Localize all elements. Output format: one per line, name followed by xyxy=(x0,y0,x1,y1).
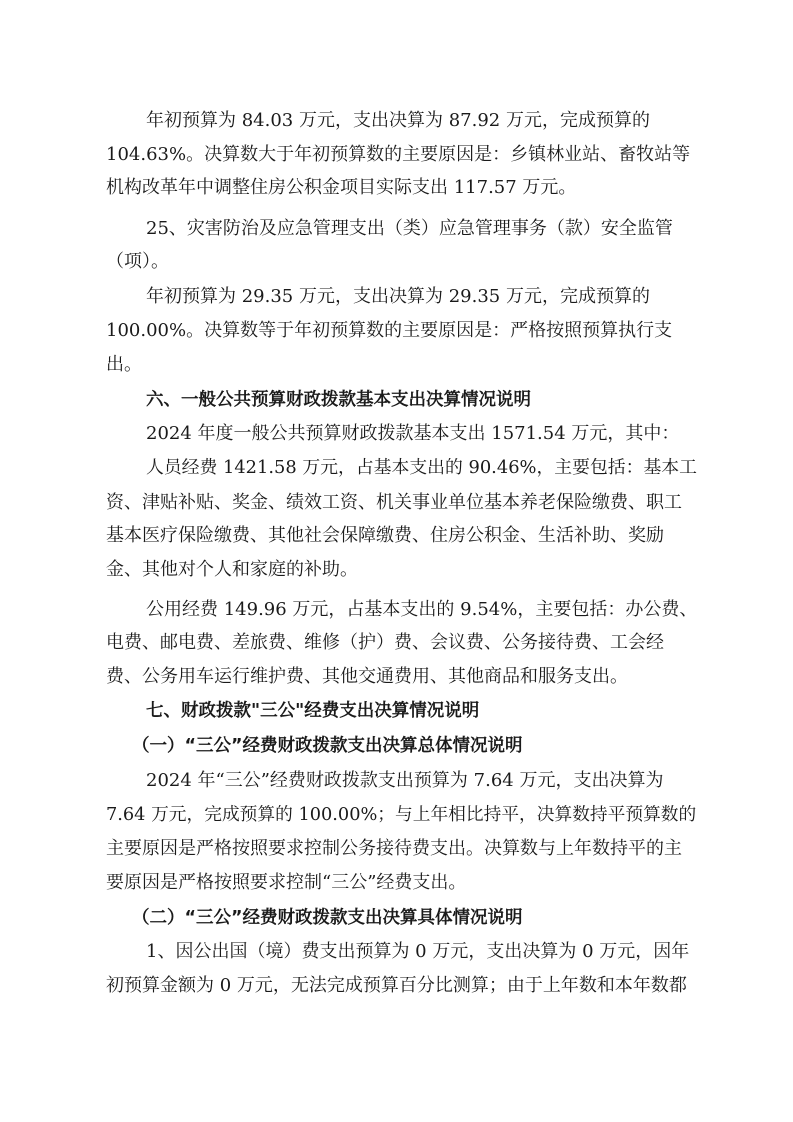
subsection-heading: （一）“三公”经费财政拨款支出决算总体情况说明 xyxy=(132,736,523,756)
text-line: 年初预算为 29.35 万元，支出决算为 29.35 万元，完成预算的 xyxy=(146,286,650,307)
text-line: 100.00%。决算数等于年初预算数的主要原因是：严格按照预算执行支 xyxy=(106,320,673,341)
text-line: （项）。 xyxy=(106,251,169,272)
text-line: 1、因公出国（境）费支出预算为 0 万元，支出决算为 0 万元，因年 xyxy=(146,941,690,962)
text-line: 出。 xyxy=(106,354,142,375)
text-line: 2024 年度一般公共预算财政拨款基本支出 1571.54 万元，其中： xyxy=(146,423,680,444)
text-line: 104.63%。决算数大于年初预算数的主要原因是：乡镇林业站、畜牧站等 xyxy=(106,144,691,165)
text-line: 电费、邮电费、差旅费、维修（护）费、会议费、公务接待费、工会经 xyxy=(106,632,664,653)
text-line: 机构改革年中调整住房公积金项目实际支出 117.57 万元。 xyxy=(106,177,577,198)
subsection-heading: （二）“三公”经费财政拨款支出决算具体情况说明 xyxy=(132,908,523,928)
text-line: 年初预算为 84.03 万元，支出决算为 87.92 万元，完成预算的 xyxy=(146,110,650,131)
text-line: 资、津贴补贴、奖金、绩效工资、机关事业单位基本养老保险缴费、职工 xyxy=(106,492,682,513)
text-line: 要原因是严格按照要求控制“三公”经费支出。 xyxy=(106,872,467,893)
text-line: 基本医疗保险缴费、其他社会保障缴费、住房公积金、生活补助、奖励 xyxy=(106,525,664,546)
text-line: 25、灾害防治及应急管理支出（类）应急管理事务（款）安全监管 xyxy=(146,218,673,239)
text-line: 7.64 万元，完成预算的 100.00%；与上年相比持平，决算数持平预算数的 xyxy=(106,805,697,825)
text-line: 主要原因是严格按照要求控制公务接待费支出。决算数与上年数持平的主 xyxy=(106,838,682,859)
text-line: 费、公务用车运行维护费、其他交通费用、其他商品和服务支出。 xyxy=(106,666,628,687)
section-heading: 七、财政拨款"三公"经费支出决算情况说明 xyxy=(146,701,480,721)
text-line: 公用经费 149.96 万元，占基本支出的 9.54%，主要包括：办公费、 xyxy=(146,599,698,620)
text-line: 2024 年“三公”经费财政拨款支出预算为 7.64 万元，支出决算为 xyxy=(146,770,664,791)
text-line: 人员经费 1421.58 万元，占基本支出的 90.46%，主要包括：基本工 xyxy=(146,457,697,478)
section-heading: 六、一般公共预算财政拨款基本支出决算情况说明 xyxy=(146,390,531,410)
text-line: 金、其他对个人和家庭的补助。 xyxy=(106,559,358,580)
text-line: 初预算金额为 0 万元，无法完成预算百分比测算；由于上年数和本年数都 xyxy=(106,975,687,996)
